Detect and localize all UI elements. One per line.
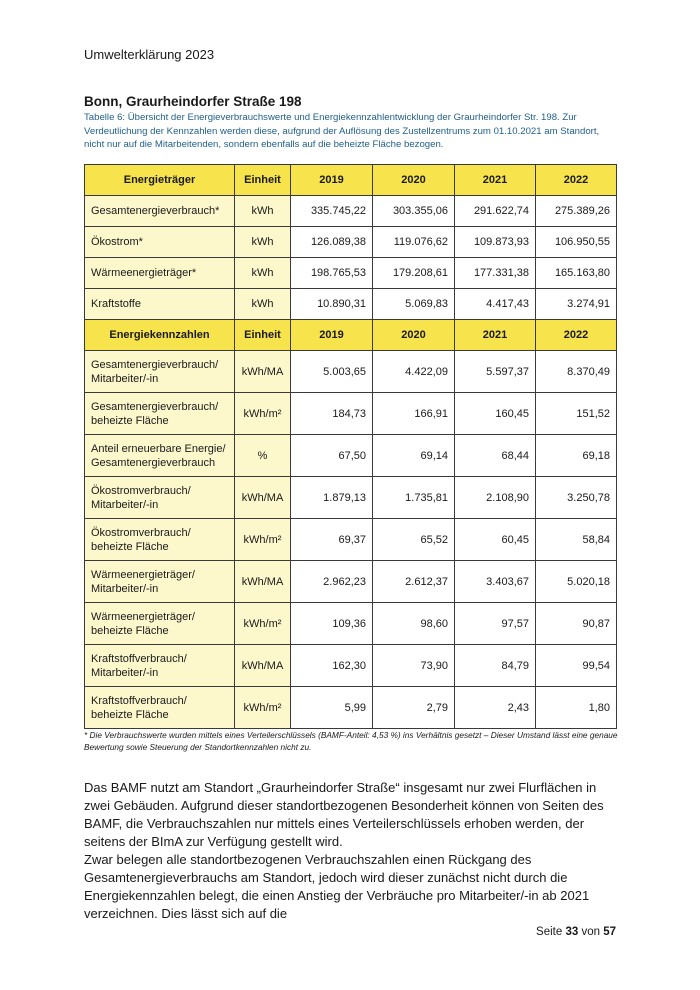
table-row [85, 227, 617, 258]
value-cell: 2.962,23 [291, 561, 373, 603]
unit-cell: kWh [235, 196, 291, 227]
row-label-line: Mitarbeiter/-in [91, 498, 159, 511]
row-label-line: Mitarbeiter/-in [91, 666, 159, 679]
row-label [85, 561, 235, 603]
value-cell: 58,84 [536, 519, 617, 561]
row-label [85, 351, 235, 393]
value-cell: 2,79 [373, 687, 455, 729]
row-label-line: beheizte Fläche [91, 624, 169, 637]
value-cell: 68,44 [455, 435, 536, 477]
energy-table [84, 164, 617, 729]
table-row [85, 561, 617, 603]
page-separator: von [581, 926, 600, 938]
value-cell: 198.765,53 [291, 258, 373, 289]
value-cell: 2.612,37 [373, 561, 455, 603]
section-title: Bonn, Graurheindorfer Straße 198 [84, 94, 302, 109]
value-cell: 10.890,31 [291, 289, 373, 320]
value-cell: 67,50 [291, 435, 373, 477]
value-cell: 5.020,18 [536, 561, 617, 603]
column-header: 2019 [291, 320, 373, 351]
value-cell: 165.163,80 [536, 258, 617, 289]
row-label-line: Anteil erneuerbare Energie/ [91, 442, 226, 455]
value-cell: 2.108,90 [455, 477, 536, 519]
value-cell: 84,79 [455, 645, 536, 687]
column-header: Einheit [235, 320, 291, 351]
row-label-line: Wärmeenergieträger/ [91, 610, 195, 623]
table-row [85, 258, 617, 289]
value-cell: 166,91 [373, 393, 455, 435]
value-cell: 73,90 [373, 645, 455, 687]
row-label-line: beheizte Fläche [91, 540, 169, 553]
value-cell: 2,43 [455, 687, 536, 729]
unit-cell: % [235, 435, 291, 477]
column-header: Energiekennzahlen [85, 320, 235, 351]
value-cell: 4.422,09 [373, 351, 455, 393]
table-row [85, 519, 617, 561]
column-header: Energieträger [85, 165, 235, 196]
unit-cell: kWh/m² [235, 687, 291, 729]
unit-cell: kWh/m² [235, 603, 291, 645]
column-header: 2020 [373, 165, 455, 196]
column-header: Einheit [235, 165, 291, 196]
value-cell: 275.389,26 [536, 196, 617, 227]
value-cell: 119.076,62 [373, 227, 455, 258]
row-label-line: Kraftstoffverbrauch/ [91, 694, 187, 707]
row-label [85, 645, 235, 687]
column-header: 2022 [536, 320, 617, 351]
row-label-line: Kraftstoffverbrauch/ [91, 652, 187, 665]
row-label: Wärmeenergieträger* [85, 258, 235, 289]
row-label-line: Gesamtenergieverbrauch/ [91, 358, 219, 371]
value-cell: 179.208,61 [373, 258, 455, 289]
page-prefix: Seite [536, 926, 563, 938]
row-label [85, 477, 235, 519]
value-cell: 3.250,78 [536, 477, 617, 519]
unit-cell: kWh/m² [235, 393, 291, 435]
total-pages: 57 [603, 926, 616, 938]
table-row [85, 351, 617, 393]
value-cell: 8.370,49 [536, 351, 617, 393]
value-cell: 60,45 [455, 519, 536, 561]
unit-cell: kWh/MA [235, 561, 291, 603]
value-cell: 303.355,06 [373, 196, 455, 227]
column-header: 2019 [291, 165, 373, 196]
value-cell: 1.735,81 [373, 477, 455, 519]
row-label: Gesamtenergieverbrauch* [85, 196, 235, 227]
row-label [85, 435, 235, 477]
body-paragraph: Zwar belegen alle standortbezogenen Verbrauchszahlen einen Rückgang des Gesamtenergieverbrauchs am Standort, jedoch wird dieser zunächst nicht durch die Energiekennzahlen belegt, die einen Anstieg der Verbräuche pro Mitarbeiter/-in ab 2021 verzeichnen. Dies lässt sich auf die [84, 852, 590, 921]
value-cell: 5.069,83 [373, 289, 455, 320]
value-cell: 90,87 [536, 603, 617, 645]
unit-cell: kWh [235, 289, 291, 320]
table-row [85, 393, 617, 435]
column-header: 2022 [536, 165, 617, 196]
value-cell: 4.417,43 [455, 289, 536, 320]
table-row [85, 289, 617, 320]
value-cell: 177.331,38 [455, 258, 536, 289]
table-row [85, 603, 617, 645]
table-caption: Tabelle 6: Übersicht der Energieverbrauchswerte und Energiekennzahlentwicklung der Graurheindorfer Str. 198. Zur Verdeutlichung der Kennzahlen werden diese, aufgrund der Auflösung des Zustellzentrums zum 01.10.2021 am Standort, nicht nur auf die Mitarbeitenden, sondern ebenfalls auf die beheizte Fläche bezogen. [84, 112, 600, 150]
table-row [85, 196, 617, 227]
value-cell: 98,60 [373, 603, 455, 645]
row-label-line: Mitarbeiter/-in [91, 582, 159, 595]
value-cell: 5.003,65 [291, 351, 373, 393]
column-header: 2020 [373, 320, 455, 351]
value-cell: 1.879,13 [291, 477, 373, 519]
value-cell: 69,37 [291, 519, 373, 561]
table-row [85, 477, 617, 519]
unit-cell: kWh [235, 258, 291, 289]
value-cell: 162,30 [291, 645, 373, 687]
column-header: 2021 [455, 320, 536, 351]
value-cell: 151,52 [536, 393, 617, 435]
running-header: Umwelterklärung 2023 [84, 47, 215, 62]
row-label-line: Wärmeenergieträger/ [91, 568, 195, 581]
table-row [85, 645, 617, 687]
row-label-line: Gesamtenergieverbrauch [91, 456, 216, 469]
energiekennzahlen-header-row [85, 320, 617, 351]
value-cell: 99,54 [536, 645, 617, 687]
value-cell: 65,52 [373, 519, 455, 561]
body-paragraph: Das BAMF nutzt am Standort „Graurheindorfer Straße“ insgesamt nur zwei Flurflächen in zwei Gebäuden. Aufgrund dieser standortbezogenen Besonderheit können von Seiten des BAMF, die Verbrauchszahlen nur mittels eines Verteilerschlüssels erhoben werden, der seitens der BImA zur Verfügung gestellt wird. [84, 780, 604, 849]
value-cell: 335.745,22 [291, 196, 373, 227]
row-label [85, 603, 235, 645]
value-cell: 106.950,55 [536, 227, 617, 258]
current-page: 33 [565, 926, 579, 938]
row-label [85, 519, 235, 561]
row-label-line: Mitarbeiter/-in [91, 372, 159, 385]
value-cell: 5.597,37 [455, 351, 536, 393]
unit-cell: kWh/MA [235, 645, 291, 687]
value-cell: 126.089,38 [291, 227, 373, 258]
value-cell: 109.873,93 [455, 227, 536, 258]
value-cell: 69,14 [373, 435, 455, 477]
value-cell: 69,18 [536, 435, 617, 477]
row-label-line: Ökostromverbrauch/ [91, 526, 191, 539]
table-footnote: * Die Verbrauchswerte wurden mittels eines Verteilerschlüssels (BAMF-Anteil: 4,53 %) ins Verhältnis gesetzt – Dieser Umstand lässt eine genaue Bewertung sowie Steuerung der Standortkennzahlen nicht zu. [84, 730, 618, 752]
row-label [85, 687, 235, 729]
value-cell: 1,80 [536, 687, 617, 729]
row-label: Kraftstoffe [85, 289, 235, 320]
table-row [85, 687, 617, 729]
value-cell: 291.622,74 [455, 196, 536, 227]
row-label: Ökostrom* [85, 227, 235, 258]
unit-cell: kWh/MA [235, 477, 291, 519]
unit-cell: kWh/MA [235, 351, 291, 393]
column-header: 2021 [455, 165, 536, 196]
value-cell: 109,36 [291, 603, 373, 645]
unit-cell: kWh/m² [235, 519, 291, 561]
value-cell: 184,73 [291, 393, 373, 435]
row-label [85, 393, 235, 435]
row-label-line: Gesamtenergieverbrauch/ [91, 400, 219, 413]
value-cell: 5,99 [291, 687, 373, 729]
unit-cell: kWh [235, 227, 291, 258]
value-cell: 3.403,67 [455, 561, 536, 603]
page-number [536, 926, 616, 938]
energy-table-body [85, 165, 617, 729]
value-cell: 97,57 [455, 603, 536, 645]
row-label-line: beheizte Fläche [91, 414, 169, 427]
energietraeger-header-row [85, 165, 617, 196]
table-row [85, 435, 617, 477]
value-cell: 160,45 [455, 393, 536, 435]
row-label-line: Ökostromverbrauch/ [91, 484, 191, 497]
value-cell: 3.274,91 [536, 289, 617, 320]
row-label-line: beheizte Fläche [91, 708, 169, 721]
